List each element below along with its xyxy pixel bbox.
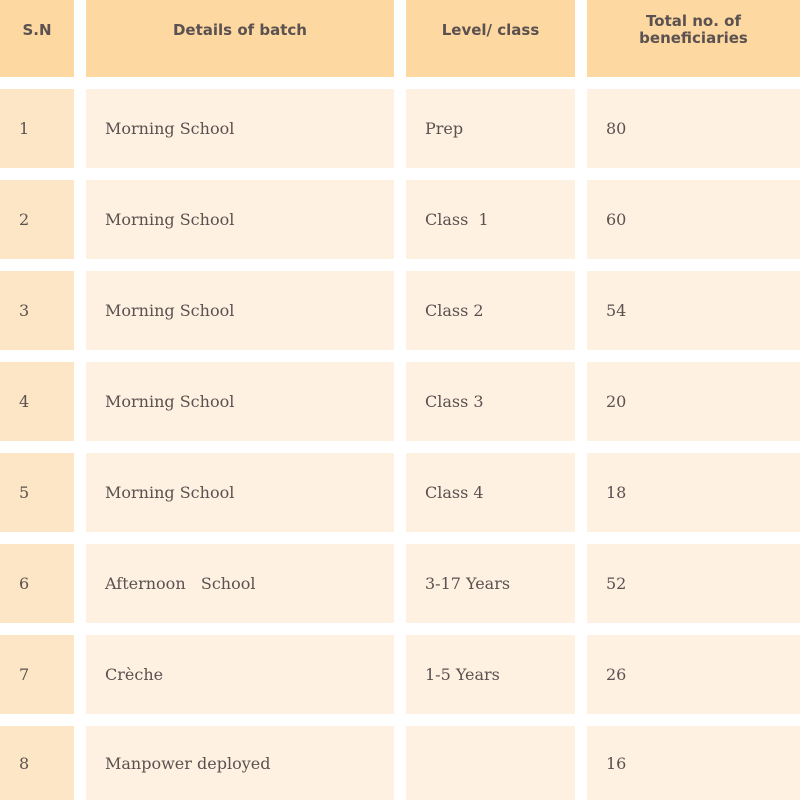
table-row-total: 60: [587, 180, 800, 259]
table-row-details: Morning School: [86, 271, 394, 350]
table-row-level: [406, 726, 575, 800]
table-row-sn: 4: [0, 362, 74, 441]
table-row-total: 16: [587, 726, 800, 800]
header-sn-label: S.N: [22, 21, 52, 39]
table-row-details: Crèche: [86, 635, 394, 714]
table-row-sn: 1: [0, 89, 74, 168]
header-details-label: Details of batch: [172, 21, 307, 39]
table-row-level: 3-17 Years: [406, 544, 575, 623]
table-row-details: Morning School: [86, 362, 394, 441]
table-row-total: 80: [587, 89, 800, 168]
table-row-sn: 7: [0, 635, 74, 714]
header-details: [86, 0, 394, 77]
table-row-sn: 8: [0, 726, 74, 800]
table-row-details: Morning School: [86, 89, 394, 168]
table-row-details: Morning School: [86, 453, 394, 532]
table-row-total: 26: [587, 635, 800, 714]
table-row-details: Afternoon School: [86, 544, 394, 623]
table-row-total: 18: [587, 453, 800, 532]
header-level: [406, 0, 575, 77]
table-row-sn: 5: [0, 453, 74, 532]
header-level-label: Level/ class: [441, 21, 540, 39]
table-row-details: Manpower deployed: [86, 726, 394, 800]
table-row-total: 20: [587, 362, 800, 441]
table-row-details: Morning School: [86, 180, 394, 259]
table-row-sn: 6: [0, 544, 74, 623]
header-sn: [0, 0, 74, 77]
table-row-total: 52: [587, 544, 800, 623]
header-total: [587, 0, 800, 77]
table-row-level: Class 2: [406, 271, 575, 350]
table-row-sn: 2: [0, 180, 74, 259]
table-row-level: Class 4: [406, 453, 575, 532]
table-row-level: Class 1: [406, 180, 575, 259]
table-row-sn: 3: [0, 271, 74, 350]
header-total-label: Total no. of beneficiaries: [639, 12, 748, 47]
table-row-level: 1-5 Years: [406, 635, 575, 714]
table-row-total: 54: [587, 271, 800, 350]
table-row-level: Class 3: [406, 362, 575, 441]
table-row-level: Prep: [406, 89, 575, 168]
